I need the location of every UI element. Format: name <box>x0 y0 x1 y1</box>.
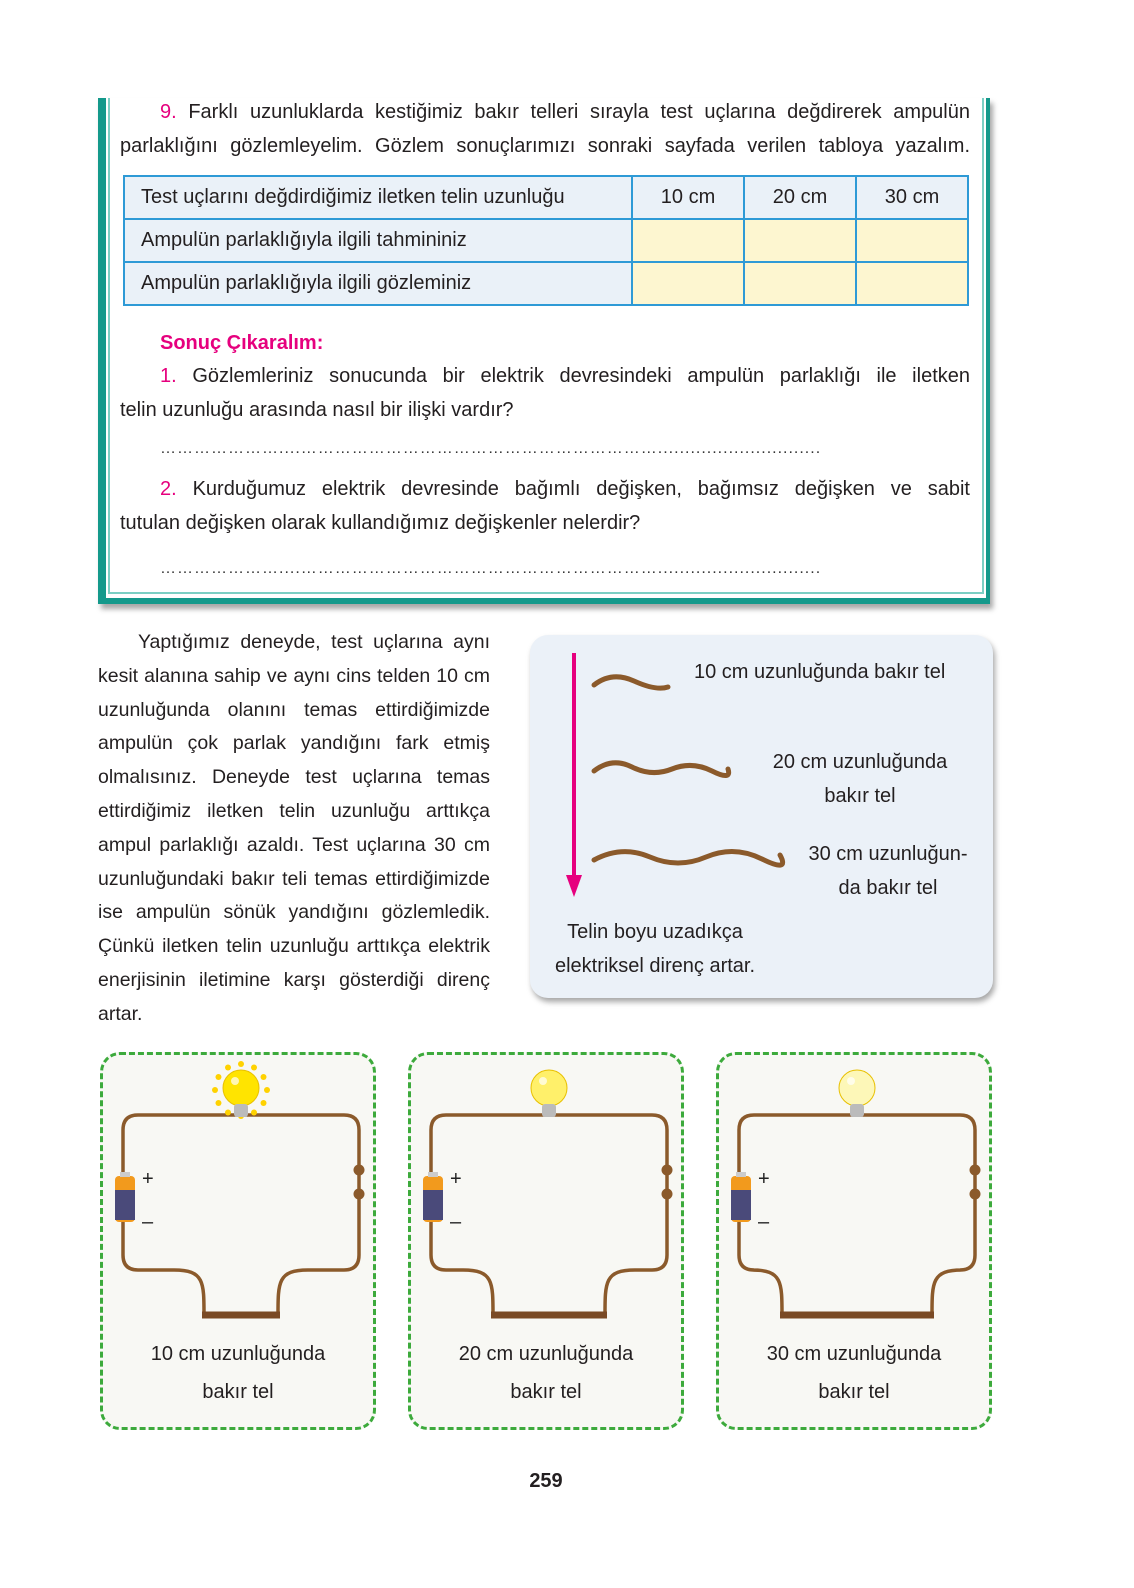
conclusion-title: Sonuç Çıkaralım: <box>160 332 324 354</box>
light-ray-icon <box>238 1061 244 1067</box>
header-cell: 30 cm <box>856 176 968 219</box>
bulb-highlight <box>231 1077 239 1085</box>
circuit-diagram <box>408 1052 684 1430</box>
header-cell: Test uçlarını değdirdiğimiz iletken telin uzunluğu <box>124 176 632 219</box>
row-label: Ampulün parlaklığıyla ilgili gözleminiz <box>124 262 632 305</box>
test-terminal-icon <box>662 1165 673 1176</box>
light-ray-icon <box>261 1100 267 1106</box>
question-9-line1 <box>120 95 970 129</box>
light-ray-icon <box>212 1087 218 1093</box>
observation-table <box>123 175 969 306</box>
wire-30cm <box>594 851 783 865</box>
battery-plus-label: + <box>758 1168 770 1190</box>
battery-cap <box>428 1172 438 1177</box>
question-number: 9. <box>160 101 177 123</box>
circuit-caption-line1: 20 cm uzunluğunda <box>458 1343 634 1365</box>
answer-cell[interactable] <box>632 262 744 305</box>
circuit-caption-line1: 30 cm uzunluğunda <box>766 1343 942 1365</box>
answer-line-1[interactable]: …………………....……………………………………………………….............................. <box>160 440 822 457</box>
light-ray-icon <box>215 1074 221 1080</box>
answer-cell[interactable] <box>856 262 968 305</box>
page-number: 259 <box>529 1470 563 1492</box>
bulb-highlight <box>539 1077 547 1085</box>
battery-cap <box>120 1172 130 1177</box>
battery-minus-label: – <box>450 1211 462 1233</box>
answer-cell[interactable] <box>744 262 856 305</box>
test-terminal-icon <box>970 1189 981 1200</box>
circuit-caption-line1: 10 cm uzunluğunda <box>150 1343 326 1365</box>
table-header-row <box>124 176 968 219</box>
diagram-caption: Telin boyu uzadıkça elektriksel direnç artar. <box>554 921 756 977</box>
question-text: Farklı uzunluklarda kestiğimiz bakır telleri sırayla test uçlarına değdirerek ampulün <box>188 101 970 123</box>
wire-label-20cm: 20 cm uzunluğunda bakır tel <box>772 751 948 807</box>
conclusion-q1-line1 <box>120 359 970 393</box>
circuit-diagram <box>716 1052 992 1430</box>
light-ray-icon <box>261 1074 267 1080</box>
arrow-down-icon <box>566 653 582 897</box>
light-ray-icon <box>264 1087 270 1093</box>
wire-length-diagram <box>530 635 993 998</box>
circuit-caption-line2: bakır tel <box>818 1381 890 1403</box>
light-ray-icon <box>251 1110 257 1116</box>
light-bulb-icon <box>839 1070 875 1106</box>
circuit-card-30cm <box>716 1052 992 1430</box>
battery-plus-label: + <box>142 1168 154 1190</box>
battery-minus-label: – <box>142 1211 154 1233</box>
light-bulb-icon <box>531 1070 567 1106</box>
light-bulb-icon <box>223 1070 259 1106</box>
circuit-caption-line2: bakır tel <box>510 1381 582 1403</box>
conclusion-q2-line1 <box>120 472 970 506</box>
circuit-card-20cm <box>408 1052 684 1430</box>
battery-plus-label: + <box>450 1168 462 1190</box>
question-9-line2: parlaklığını gözlemleyelim. Gözlem sonuçlarımızı sonraki sayfada verilen tabloya yazalım. <box>120 135 970 157</box>
answer-cell[interactable] <box>632 219 744 262</box>
q1-text: Gözlemleriniz sonucunda bir elektrik devresindeki ampulün parlaklığı ile iletken <box>192 365 970 387</box>
battery-minus-label: – <box>758 1211 770 1233</box>
table-row <box>124 219 968 262</box>
light-ray-icon <box>225 1064 231 1070</box>
bulb-base-icon <box>850 1104 864 1117</box>
answer-cell[interactable] <box>744 219 856 262</box>
circuit-diagram <box>100 1052 376 1430</box>
test-terminal-icon <box>662 1189 673 1200</box>
header-cell: 20 cm <box>744 176 856 219</box>
conclusion-q1-line2: telin uzunluğu arasında nasıl bir ilişki vardır? <box>120 399 514 421</box>
wire-label-10cm: 10 cm uzunluğunda bakır tel <box>694 661 946 683</box>
wire-label-30cm: 30 cm uzunluğun- da bakır tel <box>808 843 968 899</box>
circuit-wire <box>123 1115 359 1315</box>
circuit-wire <box>739 1115 975 1315</box>
q2-text: Kurduğumuz elektrik devresinde bağımlı değişken, bağımsız değişken ve sabit <box>192 478 970 500</box>
wire-10cm <box>594 677 668 688</box>
circuit-card-10cm <box>100 1052 376 1430</box>
battery-label <box>115 1190 135 1220</box>
circuit-wire <box>431 1115 667 1315</box>
answer-line-2[interactable]: …………………....……………………………………………………….............................. <box>160 560 822 577</box>
answer-cell[interactable] <box>856 219 968 262</box>
q1-number: 1. <box>160 365 177 387</box>
test-terminal-icon <box>354 1165 365 1176</box>
light-ray-icon <box>215 1100 221 1106</box>
explanation-paragraph: Yaptığımız deneyde, test uçlarına aynı kesit alanına sahip ve aynı cins telden 10 cm uzunluğunda olanını temas ettirdiğimizde ampulün çok parlak yandığını fark etmiş olmalısınız. Deneyde test uçlarına temas ettirdiğimiz iletken telin uzunluğu arttıkça ampul parlaklığı azaldı. Test uçlarına 30 cm uzunluğundaki bakır teli temas ettirdiğimizde ise ampulün sönük yandığını gözlemledik. Çünkü iletken telin uzunluğu arttıkça elektrik enerjisinin iletimine karşı gösterdiği direnç artar. <box>98 631 490 1025</box>
battery-label <box>423 1190 443 1220</box>
light-ray-icon <box>251 1064 257 1070</box>
battery-label <box>731 1190 751 1220</box>
bulb-base-icon <box>542 1104 556 1117</box>
q2-number: 2. <box>160 478 177 500</box>
row-label: Ampulün parlaklığıyla ilgili tahmininiz <box>124 219 632 262</box>
conclusion-q2-line2: tutulan değişken olarak kullandığımız değişkenler nelerdir? <box>120 512 641 534</box>
battery-cap <box>736 1172 746 1177</box>
table-row <box>124 262 968 305</box>
wire-20cm <box>594 763 729 776</box>
header-cell: 10 cm <box>632 176 744 219</box>
test-terminal-icon <box>354 1189 365 1200</box>
circuit-caption-line2: bakır tel <box>202 1381 274 1403</box>
light-ray-icon <box>225 1110 231 1116</box>
bulb-highlight <box>847 1077 855 1085</box>
bulb-base-icon <box>234 1104 248 1117</box>
test-terminal-icon <box>970 1165 981 1176</box>
